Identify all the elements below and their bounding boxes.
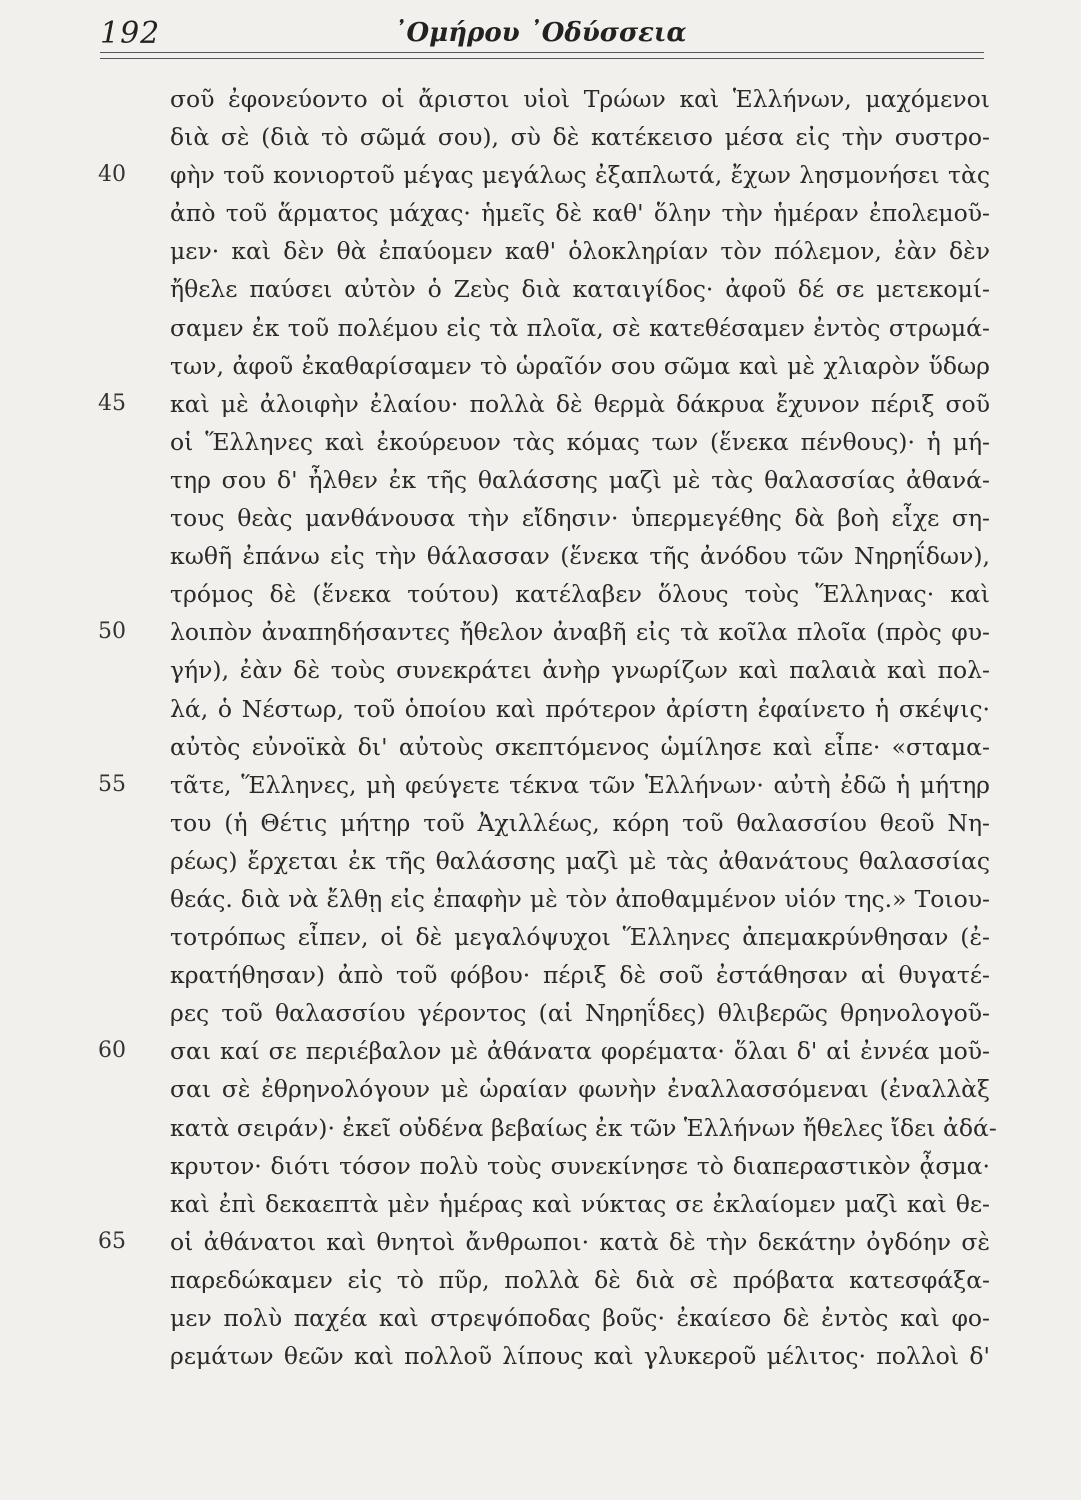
text-line [170,423,990,461]
line-text: ρεμάτων θεῶν καὶ πολλοῦ λίπους καὶ γλυκεροῦ μέλιτος· πολλοὶ δ' [170,1342,990,1371]
line-text: σαι σὲ ἐθρηνολόγουν μὲ ὡραίαν φωνὴν ἐναλλασσόμεναι (ἐναλλὰξ [170,1075,990,1104]
text-line [170,118,990,156]
header-rule-bottom [100,58,984,59]
line-text: κωθῆ ἐπάνω εἰς τὴν θάλασσαν (ἕνεκα τῆς ἀνόδου τῶν Νηρηΐδων), [170,542,990,571]
body-text [98,80,997,1375]
line-text: μεν· καὶ δὲν θὰ ἐπαύομεν καθ' ὁλοκληρίαν τὸν πόλεμον, ἐὰν δὲν [170,237,990,266]
line-number: 40 [98,162,126,188]
text-line [98,613,990,651]
text-line [170,728,990,766]
text-line [170,499,990,537]
line-text: θεάς. διὰ νὰ ἔλθῃ εἰς ἐπαφὴν μὲ τὸν ἀποθαμμένον υἱόν της.» Τοιου- [170,884,990,913]
text-line [170,347,990,385]
text-line [170,270,990,308]
line-text: τρόμος δὲ (ἕνεκα τούτου) κατέλαβεν ὅλους τοὺς Ἕλληνας· καὶ [170,580,990,609]
line-text: λοιπὸν ἀναπηδήσαντες ἤθελον ἀναβῆ εἰς τὰ κοῖλα πλοῖα (πρὸς φυ- [170,618,990,647]
text-line [170,80,990,118]
text-line [170,804,990,842]
text-line [98,385,990,423]
line-text: τηρ σου δ' ἦλθεν ἐκ τῆς θαλάσσης μαζὶ μὲ τὰς θαλασσίας ἀθανά- [170,465,990,494]
text-line [170,956,990,994]
text-line [170,194,990,232]
text-line [170,1109,997,1147]
text-line [170,1185,990,1223]
line-text: κατὰ σειράν)· ἐκεῖ οὐδένα βεβαίως ἐκ τῶν Ἑλλήνων ἤθελες ἴδει ἀδά- [170,1113,997,1142]
running-title: ᾿Ομήρου ᾿Οδύσσεια [393,18,687,48]
line-text: ἀπὸ τοῦ ἅρματος μάχας· ἡμεῖς δὲ καθ' ὅλην τὴν ἡμέραν ἐπολεμοῦ- [170,199,990,228]
line-text: οἱ ἀθάνατοι καὶ θνητοὶ ἄνθρωποι· κατὰ δὲ τὴν δεκάτην ὀγδόην σὲ [170,1227,990,1256]
line-text: κρυτον· διότι τόσον πολὺ τοὺς συνεκίνησε τὸ διαπεραστικὸν ᾆσμα· [170,1151,990,1180]
line-text: παρεδώκαμεν εἰς τὸ πῦρ, πολλὰ δὲ διὰ σὲ πρόβατα κατεσφάξα- [170,1265,990,1294]
text-line [98,1032,990,1070]
line-text: τᾶτε, Ἕλληνες, μὴ φεύγετε τέκνα τῶν Ἑλλήνων· αὐτὴ ἐδῶ ἡ μήτηρ [170,770,990,799]
line-text: τους θεὰς μανθάνουσα τὴν εἴδησιν· ὑπερμεγέθης δὰ βοὴ εἶχε ση- [170,504,990,533]
text-line [170,575,990,613]
line-text: λά, ὁ Νέστωρ, τοῦ ὁποίου καὶ πρότερον ἀρίστη ἐφαίνετο ἡ σκέψις· [170,694,990,723]
text-line [98,1223,990,1261]
line-text: τοτρόπως εἶπεν, οἱ δὲ μεγαλόψυχοι Ἕλληνες ἀπεμακρύνθησαν (ἐ- [170,923,990,952]
line-number: 60 [98,1038,126,1064]
text-line [98,156,990,194]
text-line [170,461,990,499]
page-header [100,16,984,56]
line-text: των, ἀφοῦ ἐκαθαρίσαμεν τὸ ὡραῖόν σου σῶμα καὶ μὲ χλιαρὸν ὕδωρ [170,351,990,380]
line-text: ρέως) ἔρχεται ἐκ τῆς θαλάσσης μαζὶ μὲ τὰς ἀθανάτους θαλασσίας [170,846,990,875]
text-line [170,842,990,880]
page-number: 192 [100,16,161,51]
line-text: ἤθελε παύσει αὐτὸν ὁ Ζεὺς διὰ καταιγίδος· ἀφοῦ δέ σε μετεκομί- [170,275,990,304]
text-line [170,994,990,1032]
text-line [98,766,990,804]
text-line [170,1070,990,1108]
line-number: 65 [98,1228,126,1254]
text-line [170,537,990,575]
line-text: σοῦ ἐφονεύοντο οἱ ἄριστοι υἱοὶ Τρώων καὶ Ἑλλήνων, μαχόμενοι [170,85,990,113]
text-line [170,690,990,728]
line-text: κρατήθησαν) ἀπὸ τοῦ φόβου· πέριξ δὲ σοῦ ἐστάθησαν αἱ θυγατέ- [170,961,990,990]
line-text: διὰ σὲ (διὰ τὸ σῶμά σου), σὺ δὲ κατέκεισο μέσα εἰς τὴν συστρο- [170,123,990,152]
text-line [170,918,990,956]
line-text: οἱ Ἕλληνες καὶ ἐκούρευον τὰς κόμας των (ἕνεκα πένθους)· ἡ μή- [170,427,990,456]
line-text: μεν πολὺ παχέα καὶ στρεψόποδας βοῦς· ἐκαίεσο δὲ ἐντὸς καὶ φο- [170,1304,990,1332]
text-line [170,232,990,270]
header-rule-top [100,52,984,53]
line-text: σαι καί σε περιέβαλον μὲ ἀθάνατα φορέματα· ὅλαι δ' αἱ ἐννέα μοῦ- [170,1037,990,1066]
line-number: 55 [98,771,126,797]
line-number: 50 [98,619,126,645]
line-text: γήν), ἐὰν δὲ τοὺς συνεκράτει ἀνὴρ γνωρίζων καὶ παλαιὰ καὶ πολ- [170,656,990,685]
text-line [170,1299,990,1337]
text-line [170,1261,990,1299]
text-line [170,1147,990,1185]
line-text: αὐτὸς εὐνοϊκὰ δι' αὐτοὺς σκεπτόμενος ὡμίλησε καὶ εἶπε· «σταμα- [170,732,990,761]
line-text: καὶ ἐπὶ δεκαεπτὰ μὲν ἡμέρας καὶ νύκτας σε ἐκλαίομεν μαζὶ καὶ θε- [170,1189,990,1218]
text-line [170,309,990,347]
text-line [170,651,990,689]
text-line [170,880,990,918]
line-number: 45 [98,390,126,416]
line-text: καὶ μὲ ἀλοιφὴν ἐλαίου· πολλὰ δὲ θερμὰ δάκρυα ἔχυνον πέριξ σοῦ [170,389,990,418]
line-text: του (ἡ Θέτις μήτηρ τοῦ Ἀχιλλέως, κόρη τοῦ θαλασσίου θεοῦ Νη- [170,808,990,837]
text-line [170,1337,990,1375]
line-text: ρες τοῦ θαλασσίου γέροντος (αἱ Νηρηΐδες) θλιβερῶς θρηνολογοῦ- [170,999,990,1028]
line-text: φὴν τοῦ κονιορτοῦ μέγας μεγάλως ἐξαπλωτά, ἔχων λησμονήσει τὰς [170,161,990,190]
line-text: σαμεν ἐκ τοῦ πολέμου εἰς τὰ πλοῖα, σὲ κατεθέσαμεν ἐντὸς στρωμά- [170,313,990,342]
